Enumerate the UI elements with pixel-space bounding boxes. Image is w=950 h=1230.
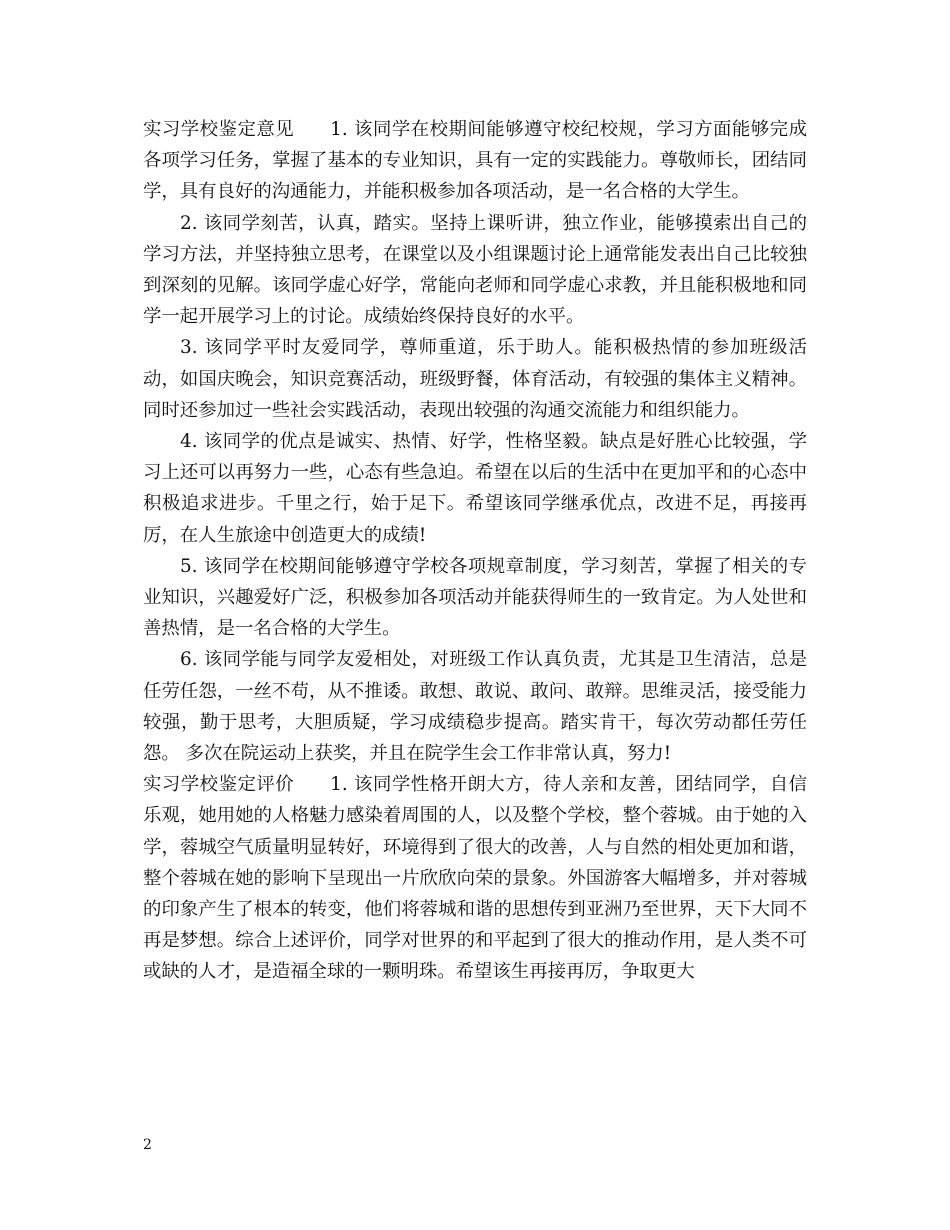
document-body (143, 114, 807, 988)
section-2-first-paragraph (143, 769, 807, 987)
section-1-paragraph-6: 6. 该同学能与同学友爱相处，对班级工作认真负责，尤其是卫生清洁，总是任劳任怨，一丝不苟，从不推诿。敢想、敢说、敢问、敢辩。思维灵活，接受能力较强，勤于思考，大胆质疑，学习成绩稳步提高。踏实肯干，每次劳动都任劳任怨。 多次在院运动上获奖，并且在院学生会工作非常认真，努力! (143, 649, 807, 765)
section-1-first-paragraph (143, 114, 807, 208)
section-2-paragraph-1: 1. 该同学性格开朗大方，待人亲和友善，团结同学，自信乐观，她用她的人格魅力感染着周围的人，以及整个学校，整个蓉城。由于她的入学，蓉城空气质量明显转好，环境得到了很大的改善，人与自然的相处更加和谐，整个蓉城在她的影响下呈现出一片欣欣向荣的景象。外国游客大幅增多，并对蓉城的印象产生了根本的转变，他们将蓉城和谐的思想传到亚洲乃至世界，天下大同不再是梦想。综合上述评价，同学对世界的和平起到了很大的推动作用，是人类不可或缺的人才，是造福全球的一颗明珠。希望该生再接再厉，争取更大 (143, 774, 807, 983)
section-1-paragraph-4: 4. 该同学的优点是诚实、热情、好学，性格坚毅。缺点是好胜心比较强，学习上还可以再努力一些，心态有些急迫。希望在以后的生活中在更加平和的心态中积极追求进步。千里之行，始于足下。希望该同学继承优点，改进不足，再接再厉，在人生旅途中创造更大的成绩! (143, 431, 807, 546)
section-1-paragraph-3: 3. 该同学平时友爱同学，尊师重道，乐于助人。能积极热情的参加班级活动，如国庆晚会，知识竞赛活动，班级野餐，体育活动，有较强的集体主义精神。同时还参加过一些社会实践活动，表现出较强的沟通交流能力和组织能力。 (143, 337, 807, 421)
page-number: 2 (143, 1137, 152, 1153)
section-1-title: 实习学校鉴定意见 (143, 119, 295, 140)
section-1-paragraph-2: 2. 该同学刻苦，认真，踏实。坚持上课听讲，独立作业，能够摸索出自己的学习方法，并坚持独立思考，在课堂以及小组课题讨论上通常能发表出自己比较独到深刻的见解。该同学虚心好学，常能向老师和同学虚心求教，并且能积极地和同学一起开展学习上的讨论。成绩始终保持良好的水平。 (143, 212, 807, 328)
section-1-paragraph-5: 5. 该同学在校期间能够遵守学校各项规章制度，学习刻苦，掌握了相关的专业知识，兴趣爱好广泛，积极参加各项活动并能获得师生的一致肯定。为人处世和善热情，是一名合格的大学生。 (143, 555, 807, 640)
section-1-paragraph-1: 1. 该同学在校期间能够遵守校纪校规，学习方面能够完成各项学习任务，掌握了基本的专业知识，具有一定的实践能力。尊敬师长，团结同学，具有良好的沟通能力，并能积极参加各项活动，是一名合格的大学生。 (143, 119, 807, 203)
section-2-title: 实习学校鉴定评价 (143, 774, 295, 796)
